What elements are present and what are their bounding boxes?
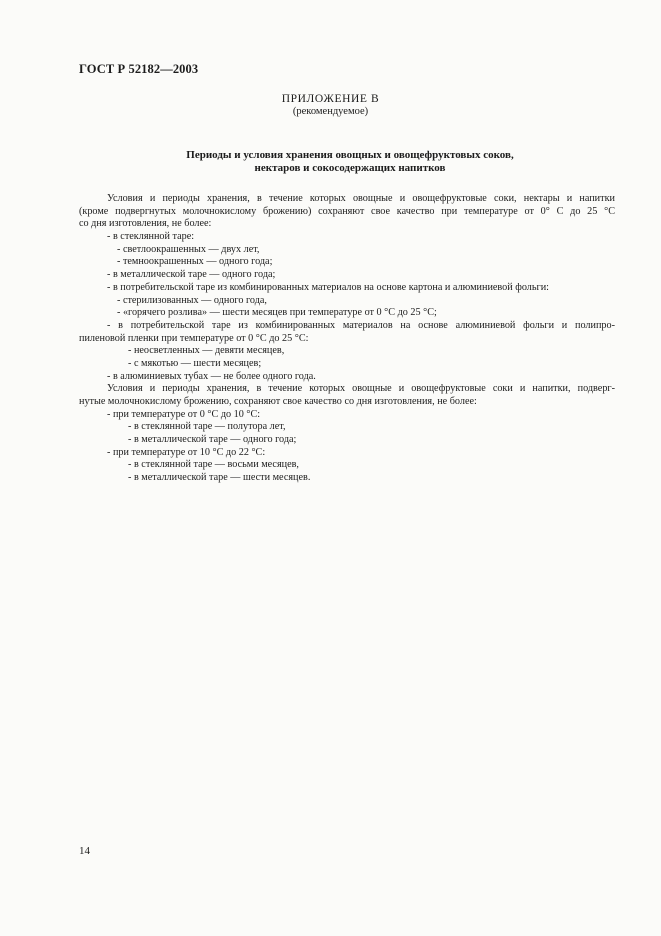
list-item: - при температуре от 0 °С до 10 °С: xyxy=(107,408,261,420)
list-item: - неосветленных — девяти месяцев, xyxy=(128,345,285,357)
appendix-subtitle: (рекомендуемое) xyxy=(292,106,369,117)
list-item: - светлоокрашенных — двух лет, xyxy=(117,243,260,255)
section-title-line-1: Периоды и условия хранения овощных и овощефруктовых соков, xyxy=(186,149,514,161)
document-code: ГОСТ Р 52182—2003 xyxy=(79,62,199,76)
paragraph-line: Условия и периоды хранения, в течение которых овощные и овощефруктовые соки и напитки, подверг- xyxy=(107,383,615,395)
paragraph-line: Условия и периоды хранения, в течение которых овощные и овощефруктовые соки, нектары и напитки xyxy=(107,193,615,204)
body-text xyxy=(79,193,615,485)
list-item: - с мякотью — шести месяцев; xyxy=(128,357,262,369)
list-item: - в стеклянной таре — полутора лет, xyxy=(128,421,286,433)
list-item: - «горячего розлива» — шести месяцев при температуре от 0 °С до 25 °С; xyxy=(117,307,437,319)
list-item: - темноокрашенных — одного года; xyxy=(117,256,273,268)
paragraph-line: со дня изготовления, не более: xyxy=(79,218,212,230)
appendix-title: ПРИЛОЖЕНИЕ В xyxy=(281,93,380,105)
list-item: - в стеклянной таре — восьми месяцев, xyxy=(128,459,299,471)
list-item: - стерилизованных — одного года, xyxy=(117,294,267,306)
list-item: - в стеклянной таре: xyxy=(107,231,195,243)
paragraph-line: (кроме подвергнутых молочнокислому брожению) сохраняют свое качество при температуре от 0° С до 25 °С xyxy=(79,205,615,217)
list-item: - в потребительской таре из комбинированных материалов на основе алюминиевой фольги и полипро- xyxy=(107,319,615,331)
list-item: - в металлической таре — одного года; xyxy=(107,269,276,281)
list-item: - в металлической таре — шести месяцев. xyxy=(128,472,311,484)
list-item: - в потребительской таре из комбинированных материалов на основе картона и алюминиевой фольги: xyxy=(107,281,549,293)
list-item: - в металлической таре — одного года; xyxy=(128,434,297,446)
page-number: 14 xyxy=(79,845,90,857)
list-item: - при температуре от 10 °С до 22 °С: xyxy=(107,446,266,458)
paragraph-line: нутые молочнокислому брожению, сохраняют свое качество со дня изготовления, не более: xyxy=(79,396,477,407)
section-title-line-2: нектаров и сокосодержащих напитков xyxy=(254,162,446,174)
paragraph-line: пиленовой пленки при температуре от 0 °С до 25 °С: xyxy=(79,332,309,344)
list-item: - в алюминиевых тубах — не более одного года. xyxy=(107,370,316,382)
